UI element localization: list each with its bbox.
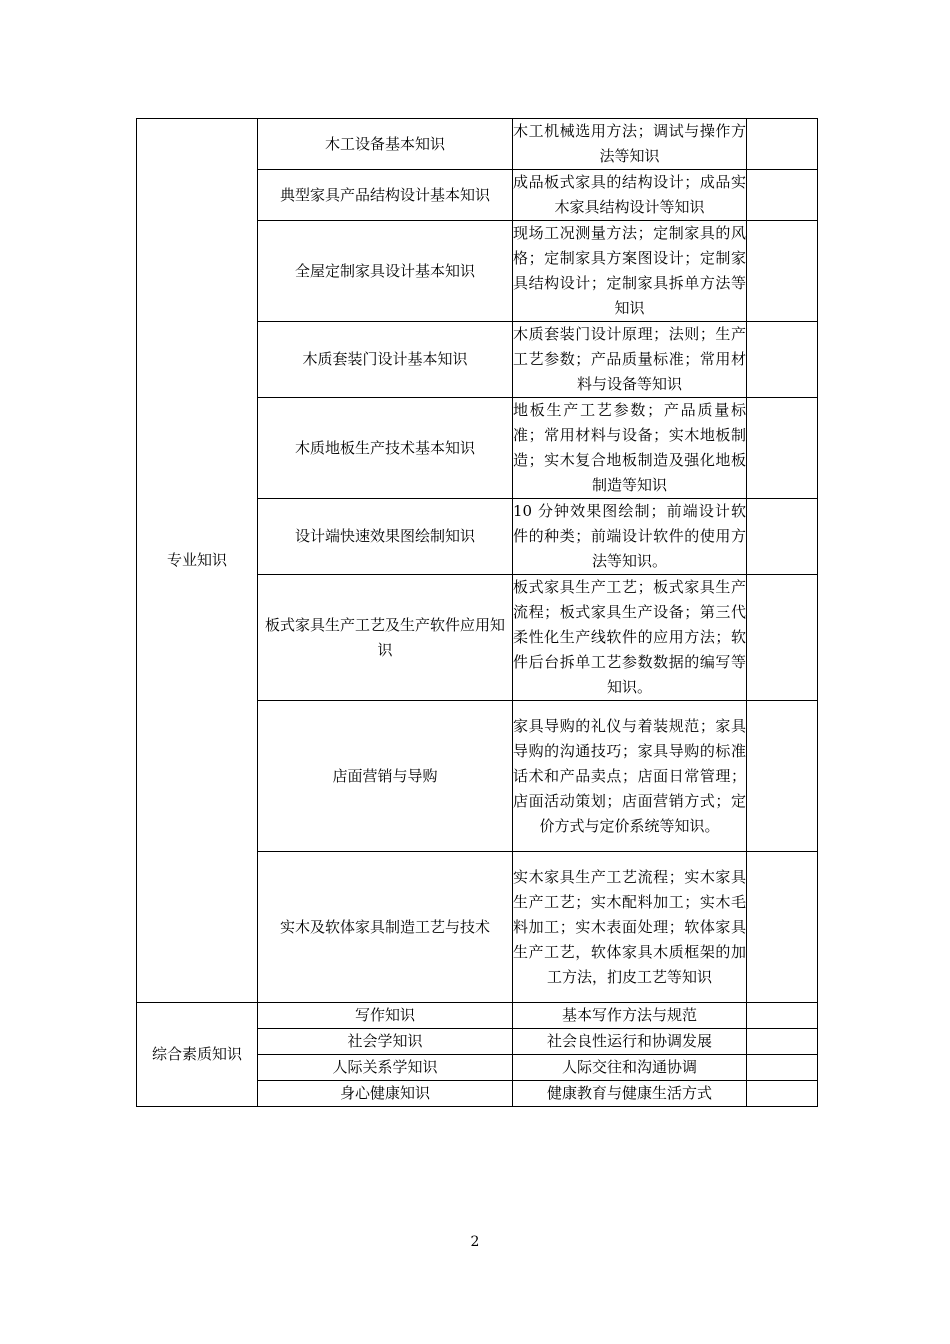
knowledge-item: 木质地板生产技术基本知识 (258, 398, 513, 499)
knowledge-item: 设计端快速效果图绘制知识 (258, 499, 513, 575)
empty-cell (747, 398, 818, 499)
knowledge-desc: 木质套装门设计原理；法则；生产工艺参数；产品质量标准；常用材料与设备等知识 (513, 322, 747, 398)
empty-cell (747, 701, 818, 852)
knowledge-item: 社会学知识 (258, 1029, 513, 1055)
knowledge-desc: 木工机械选用方法；调试与操作方法等知识 (513, 119, 747, 170)
knowledge-table (136, 118, 818, 1107)
empty-cell (747, 170, 818, 221)
empty-cell (747, 852, 818, 1003)
knowledge-desc: 10 分钟效果图绘制；前端设计软件的种类；前端设计软件的使用方法等知识。 (513, 499, 747, 575)
knowledge-item: 人际关系学知识 (258, 1055, 513, 1081)
knowledge-item: 身心健康知识 (258, 1081, 513, 1107)
table-row (137, 119, 818, 170)
empty-cell (747, 575, 818, 701)
empty-cell (747, 1029, 818, 1055)
knowledge-item: 实木及软体家具制造工艺与技术 (258, 852, 513, 1003)
knowledge-desc: 地板生产工艺参数；产品质量标准；常用材料与设备；实木地板制造；实木复合地板制造及强化地板制造等知识 (513, 398, 747, 499)
page-number: 2 (470, 1234, 480, 1250)
knowledge-desc: 板式家具生产工艺；板式家具生产流程；板式家具生产设备；第三代柔性化生产线软件的应用方法；软件后台拆单工艺参数数据的编写等知识。 (513, 575, 747, 701)
knowledge-item: 木工设备基本知识 (258, 119, 513, 170)
knowledge-item: 木质套装门设计基本知识 (258, 322, 513, 398)
knowledge-desc: 基本写作方法与规范 (513, 1003, 747, 1029)
knowledge-desc: 社会良性运行和协调发展 (513, 1029, 747, 1055)
knowledge-desc: 健康教育与健康生活方式 (513, 1081, 747, 1107)
empty-cell (747, 1081, 818, 1107)
category-professional: 专业知识 (137, 119, 258, 1003)
knowledge-desc: 实木家具生产工艺流程；实木家具生产工艺；实木配料加工；实木毛料加工；实木表面处理；软体家具生产工艺，软体家具木质框架的加工方法，扪皮工艺等知识 (513, 852, 747, 1003)
category-general: 综合素质知识 (137, 1003, 258, 1107)
empty-cell (747, 322, 818, 398)
empty-cell (747, 1003, 818, 1029)
knowledge-item: 典型家具产品结构设计基本知识 (258, 170, 513, 221)
knowledge-item: 全屋定制家具设计基本知识 (258, 221, 513, 322)
empty-cell (747, 1055, 818, 1081)
knowledge-desc: 家具导购的礼仪与着装规范；家具导购的沟通技巧；家具导购的标准话术和产品卖点；店面日常管理；店面活动策划；店面营销方式；定价方式与定价系统等知识。 (513, 701, 747, 852)
knowledge-desc: 人际交往和沟通协调 (513, 1055, 747, 1081)
knowledge-desc: 现场工况测量方法；定制家具的风格；定制家具方案图设计；定制家具结构设计；定制家具拆单方法等知识 (513, 221, 747, 322)
knowledge-item: 写作知识 (258, 1003, 513, 1029)
empty-cell (747, 499, 818, 575)
empty-cell (747, 221, 818, 322)
empty-cell (747, 119, 818, 170)
knowledge-item: 店面营销与导购 (258, 701, 513, 852)
table-row (137, 1003, 818, 1029)
knowledge-item: 板式家具生产工艺及生产软件应用知识 (258, 575, 513, 701)
knowledge-desc: 成品板式家具的结构设计；成品实木家具结构设计等知识 (513, 170, 747, 221)
